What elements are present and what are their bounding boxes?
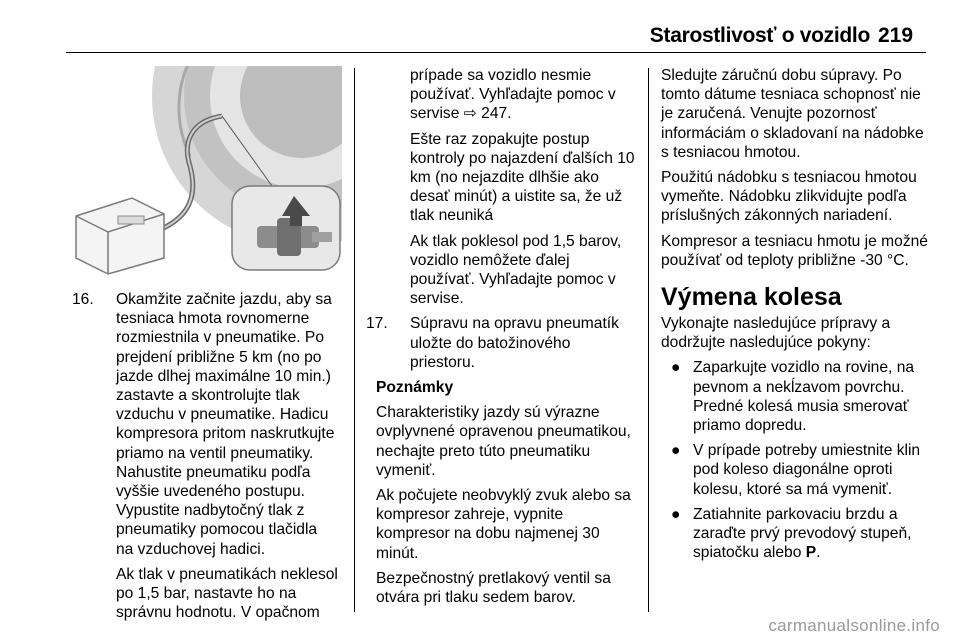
bullet-icon: ● xyxy=(671,505,681,523)
tire-compressor-drawing xyxy=(72,66,342,276)
text-column-1 xyxy=(72,290,338,628)
note-text: Charakteristiky jazdy sú výrazne ovplyvnené opravenou pneumatikou, nechajte preto túto pneumatiku vymeniť. xyxy=(376,404,631,479)
column-divider-2 xyxy=(648,68,649,612)
bullet-text xyxy=(693,506,911,561)
paragraph xyxy=(410,66,636,124)
bullet-icon: ● xyxy=(671,359,681,377)
paragraph: Použitú nádobku s tesniacou hmotou vymeňte. Nádobku zlikvidujte podľa príslušných zákonných nariadení. xyxy=(661,169,917,225)
watermark: carmanualsonline.info xyxy=(768,616,940,635)
bullet-text-end: . xyxy=(816,544,821,562)
bullet-icon: ● xyxy=(671,442,681,460)
page-number: 219 xyxy=(878,24,914,47)
bullet-text: V prípade potreby umiestnite klin pod koleso diagonálne oproti kolesu, ktoré sa má vymeniť. xyxy=(693,442,921,498)
step-text-continued: Ak tlak v pneumatikách neklesol po 1,5 bar, nastavte ho na správnu hodnotu. V opačnom xyxy=(116,565,338,622)
column-divider-1 xyxy=(354,68,355,612)
section-heading: Výmena kolesa xyxy=(661,283,842,312)
page-reference-arrow-icon: ⇨ xyxy=(463,105,477,123)
paragraph: Kompresor a tesniacu hmotu je možné používať od teploty približne -30 °C. xyxy=(661,232,928,269)
paragraph: Ak tlak poklesol pod 1,5 barov, vozidlo nemôžete ďalej používať. Vyhľadajte pomoc v servise. xyxy=(410,232,622,308)
note-block xyxy=(366,378,636,607)
step-16 xyxy=(72,290,338,622)
tire-inflation-illustration xyxy=(72,66,342,276)
page-reference[interactable]: 247. xyxy=(481,105,512,123)
text-column-3 xyxy=(661,66,931,568)
bullet-text: Zaparkujte vozidlo na rovine, na pevnom a nekĺzavom povrchu. Predné kolesá musia smerovať priamo dopredu. xyxy=(693,359,915,435)
step-number: 16. xyxy=(72,291,94,308)
paragraph: Ešte raz zopakujte postup kontroly po najazdení ďalších 10 km (no nejazdite dlhšie ako desať minút) a uistite sa, že už tlak neuniká xyxy=(410,130,635,225)
bullet-text-main: Zatiahnite parkovaciu brzdu a zaraďte prvý prevodový stupeň, spiatočku alebo xyxy=(693,505,912,562)
note-title: Poznámky xyxy=(376,379,454,397)
gear-p-label: P xyxy=(805,544,817,562)
paragraph-text: prípade sa vozidlo nesmie používať. Vyhľadajte pomoc v servise xyxy=(410,67,616,123)
section-intro: Vykonajte nasledujúce prípravy a dodržujte nasledujúce pokyny: xyxy=(661,315,891,352)
header-divider xyxy=(66,52,926,53)
step-text: Okamžite začnite jazdu, aby sa tesniaca hmota rovnomerne rozmiestnila v pneumatike. Po prejdení približne 5 km (no po jazde dlhej maximálne 10 min.) zastavte a skontrolujte tlak vzduchu v pneumatike. Hadicu kompresora pritom naskrutkujte priamo na ventil pneumatiky. Nahustite pneumatiku podľa vyššie uvedeného postupu. Vypustite nadbytočný tlak z pneumatiky pomocou tlačidla na vzduchovej hadici. xyxy=(116,291,335,558)
paragraph: Sledujte záručnú dobu súpravy. Po tomto dátume tesniaca schopnosť nie je zaručená. Venujte pozornosť informáciám o skladovaní na nádobke s tesniacou hmotou. xyxy=(661,67,924,161)
note-text: Bezpečnostný pretlakový ventil sa otvára pri tlaku sedem barov. xyxy=(376,569,611,607)
step-16-continued xyxy=(366,66,636,308)
step-number: 17. xyxy=(366,315,388,333)
note-text: Ak počujete neobvyklý zvuk alebo sa kompresor zahreje, vypnite kompresor na dobu najmenej 30 minút. xyxy=(376,487,631,562)
text-column-2 xyxy=(366,66,636,613)
bullet-item xyxy=(661,441,931,499)
bullet-item xyxy=(661,358,931,435)
step-text: Súpravu na opravu pneumatík uložte do batožinového priestoru. xyxy=(410,315,619,371)
step-17 xyxy=(366,314,636,372)
page-header-title: Starostlivosť o vozidlo xyxy=(649,24,870,47)
bullet-item xyxy=(661,505,931,563)
